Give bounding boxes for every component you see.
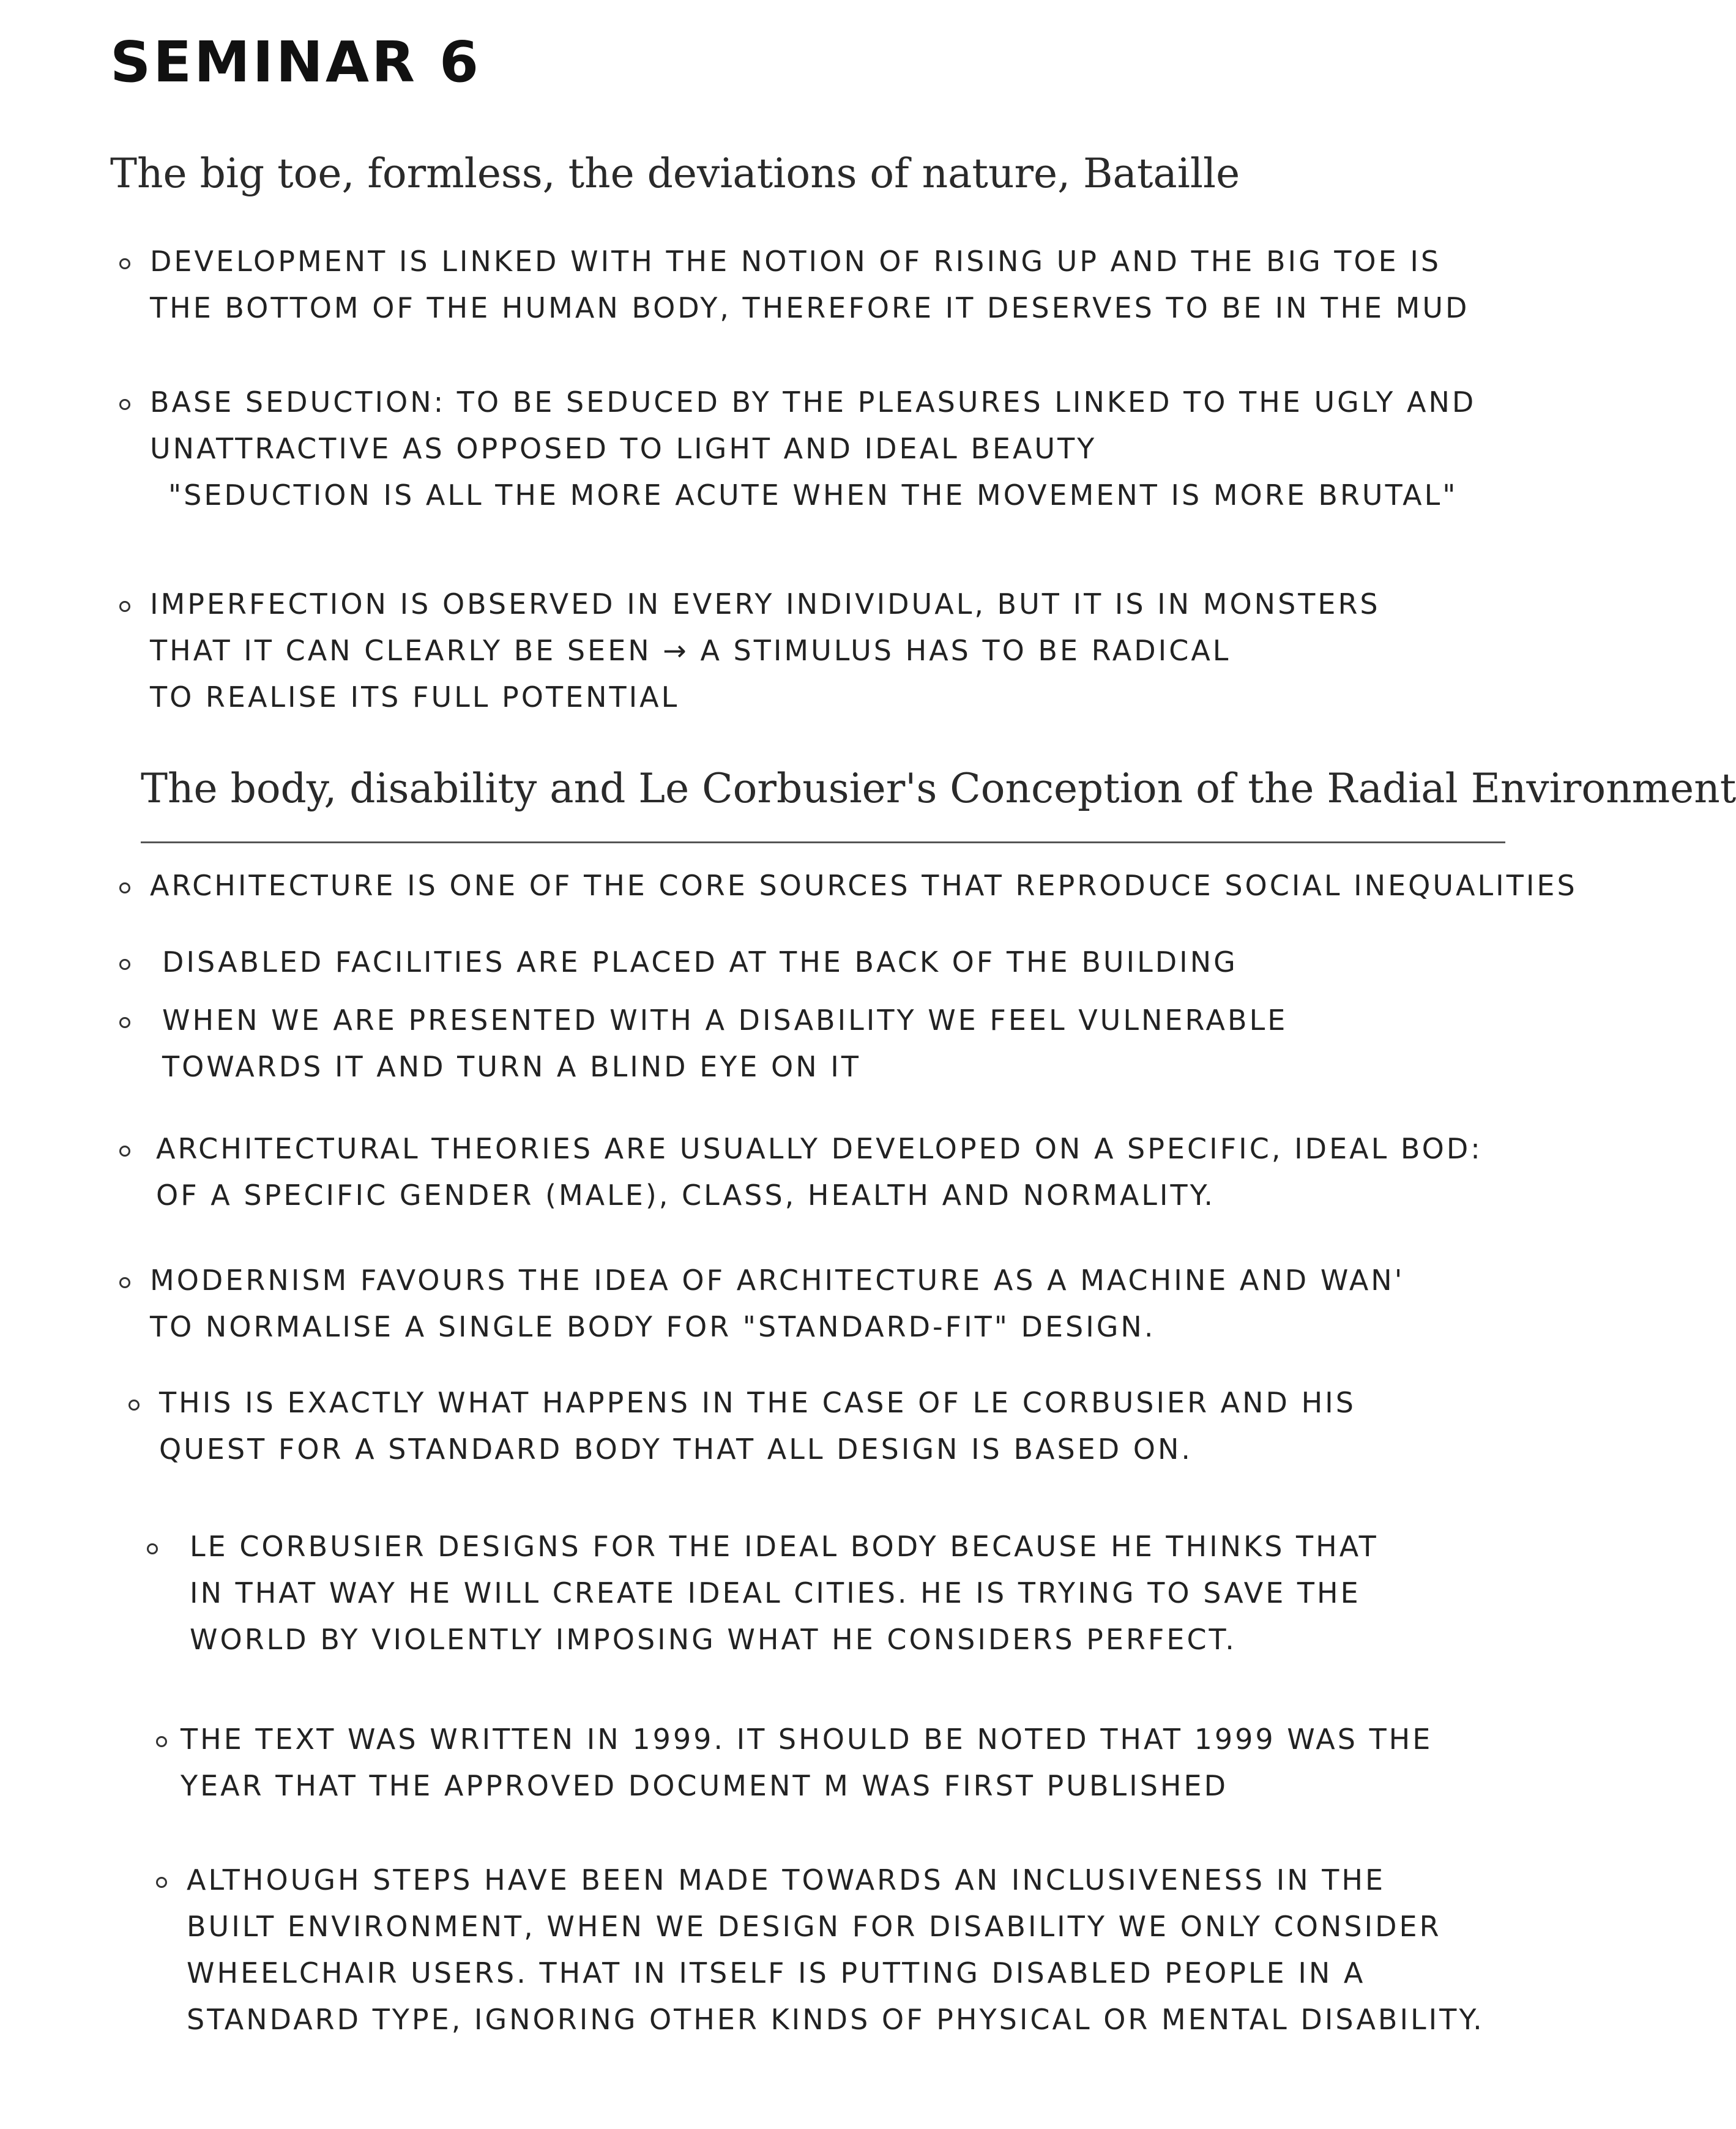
bullet-icon	[156, 1736, 167, 1747]
note-line: TO REALISE ITS FULL POTENTIAL	[150, 680, 680, 714]
list-item	[156, 1723, 1432, 1802]
note-line: WORLD BY VIOLENTLY IMPOSING WHAT HE CONSIDERS PERFECT.	[190, 1623, 1237, 1656]
bullet-icon	[119, 399, 130, 410]
note-line: MODERNISM FAVOURS THE IDEA OF ARCHITECTURE AS A MACHINE AND WAN'	[150, 1264, 1405, 1297]
note-line: ARCHITECTURAL THEORIES ARE USUALLY DEVELOPED ON A SPECIFIC, IDEAL BOD:	[156, 1132, 1483, 1165]
note-line: DISABLED FACILITIES ARE PLACED AT THE BACK OF THE BUILDING	[162, 945, 1238, 979]
bullet-icon	[119, 1017, 130, 1028]
list-item	[119, 869, 1578, 902]
note-line: BUILT ENVIRONMENT, WHEN WE DESIGN FOR DISABILITY WE ONLY CONSIDER	[187, 1910, 1442, 1943]
list-item	[119, 945, 1238, 979]
list-item	[119, 386, 1476, 512]
bullet-icon	[147, 1543, 158, 1554]
note-line: QUEST FOR A STANDARD BODY THAT ALL DESIGN IS BASED ON.	[159, 1433, 1193, 1466]
note-line: LE CORBUSIER DESIGNS FOR THE IDEAL BODY BECAUSE HE THINKS THAT	[190, 1530, 1379, 1563]
bullet-icon	[119, 1146, 130, 1157]
note-line: TOWARDS IT AND TURN A BLIND EYE ON IT	[162, 1050, 861, 1083]
bullet-icon	[119, 601, 130, 612]
list-item	[147, 1530, 1379, 1656]
note-line: YEAR THAT THE APPROVED DOCUMENT M WAS FIRST PUBLISHED	[181, 1769, 1228, 1802]
note-line: ALTHOUGH STEPS HAVE BEEN MADE TOWARDS AN INCLUSIVENESS IN THE	[187, 1863, 1386, 1896]
list-item	[119, 1132, 1483, 1212]
note-line: THE TEXT WAS WRITTEN IN 1999. IT SHOULD BE NOTED THAT 1999 WAS THE	[181, 1723, 1433, 1756]
note-line: STANDARD TYPE, IGNORING OTHER KINDS OF PHYSICAL OR MENTAL DISABILITY.	[187, 2003, 1485, 2036]
note-line: THAT IT CAN CLEARLY BE SEEN → A STIMULUS HAS TO BE RADICAL	[150, 634, 1231, 667]
list-item	[119, 587, 1380, 714]
note-line: THE BOTTOM OF THE HUMAN BODY, THEREFORE IT DESERVES TO BE IN THE MUD	[150, 291, 1470, 324]
note-line: UNATTRACTIVE AS OPPOSED TO LIGHT AND IDEAL BEAUTY	[150, 432, 1097, 465]
bullet-icon	[119, 882, 130, 893]
section-heading-bataille: The big toe, formless, the deviations of nature, Bataille	[110, 150, 1240, 197]
note-line: ARCHITECTURE IS ONE OF THE CORE SOURCES THAT REPRODUCE SOCIAL INEQUALITIES	[150, 869, 1578, 902]
bullet-icon	[119, 258, 130, 269]
note-line: OF A SPECIFIC GENDER (MALE), CLASS, HEALTH AND NORMALITY.	[156, 1179, 1215, 1212]
list-item	[119, 1264, 1404, 1343]
note-line: BASE SEDUCTION: TO BE SEDUCED BY THE PLEASURES LINKED TO THE UGLY AND	[150, 386, 1477, 419]
bullet-icon	[129, 1400, 140, 1411]
note-line: DEVELOPMENT IS LINKED WITH THE NOTION OF RISING UP AND THE BIG TOE IS	[150, 245, 1442, 278]
bullet-icon	[119, 959, 130, 970]
note-line: WHEELCHAIR USERS. THAT IN ITSELF IS PUTTING DISABLED PEOPLE IN A	[187, 1956, 1366, 1989]
list-item	[129, 1386, 1356, 1466]
note-line: THIS IS EXACTLY WHAT HAPPENS IN THE CASE OF LE CORBUSIER AND HIS	[159, 1386, 1356, 1419]
bullet-icon	[156, 1877, 167, 1888]
list-item	[119, 245, 1469, 324]
note-line: WHEN WE ARE PRESENTED WITH A DISABILITY WE FEEL VULNERABLE	[162, 1004, 1288, 1037]
bullet-icon	[119, 1277, 130, 1288]
note-line: IMPERFECTION IS OBSERVED IN EVERY INDIVIDUAL, BUT IT IS IN MONSTERS	[150, 587, 1380, 621]
heading-underline	[141, 841, 1505, 843]
page-title: SEMINAR 6	[110, 29, 481, 95]
list-item	[119, 1004, 1287, 1083]
quote-line: "SEDUCTION IS ALL THE MORE ACUTE WHEN THE MOVEMENT IS MORE BRUTAL"	[168, 479, 1458, 512]
list-item	[156, 1863, 1485, 2036]
section-heading-corbusier: The body, disability and Le Corbusier's Conception of the Radial Environment	[141, 765, 1736, 812]
note-line: TO NORMALISE A SINGLE BODY FOR "STANDARD-FIT" DESIGN.	[150, 1310, 1156, 1343]
note-line: IN THAT WAY HE WILL CREATE IDEAL CITIES. HE IS TRYING TO SAVE THE	[190, 1576, 1361, 1609]
